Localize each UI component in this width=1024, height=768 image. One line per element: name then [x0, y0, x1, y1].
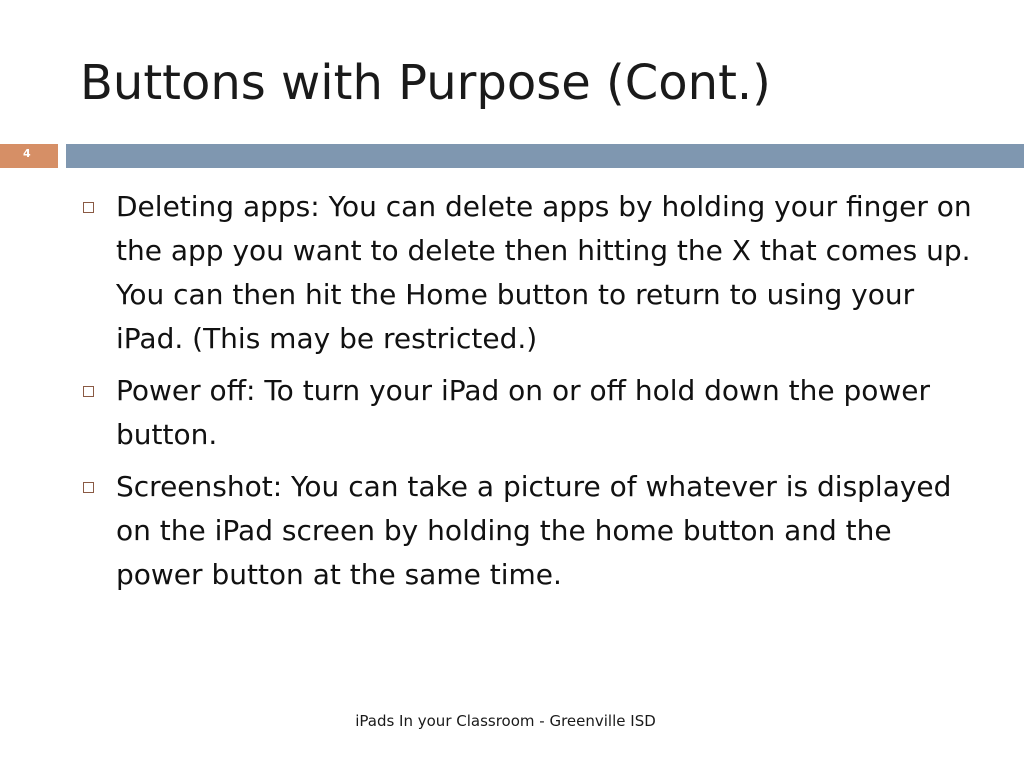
bullet-item: [76, 185, 980, 361]
bullet-text: Deleting apps: You can delete apps by holding your finger on the app you want to delete then hitting the X that comes up. You can then hit the Home button to return to using your iPad. (This may be restricted.): [116, 190, 972, 355]
title-divider-bar: [66, 144, 1024, 168]
slide-footer: iPads In your Classroom - Greenville ISD: [355, 712, 656, 730]
hollow-square-bullet-icon: [83, 386, 94, 397]
bullet-item: [76, 369, 980, 457]
bullet-text: Power off: To turn your iPad on or off hold down the power button.: [116, 374, 930, 451]
slide-number: 4: [23, 147, 31, 160]
bullet-list: [76, 185, 980, 605]
bullet-text: Screenshot: You can take a picture of whatever is displayed on the iPad screen by holding the home button and the power button at the same time.: [116, 470, 952, 591]
slide-title: Buttons with Purpose (Cont.): [80, 55, 771, 111]
hollow-square-bullet-icon: [83, 482, 94, 493]
bullet-item: [76, 465, 980, 597]
hollow-square-bullet-icon: [83, 202, 94, 213]
